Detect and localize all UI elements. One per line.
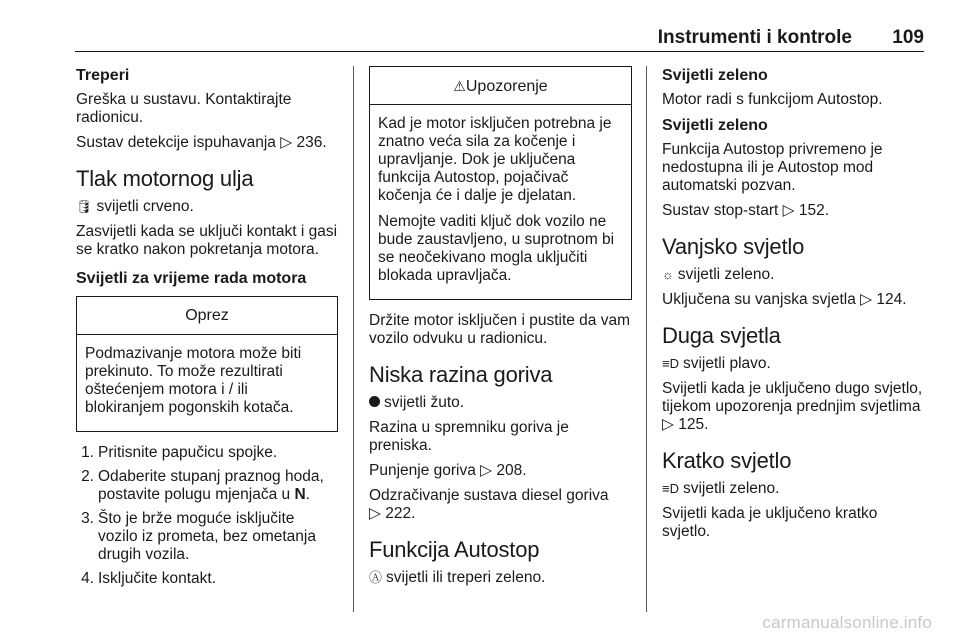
paragraph: Motor radi s funkcijom Autostop.	[662, 91, 883, 108]
list-item: 1. Pritisnite papučicu spojke.	[81, 444, 278, 461]
caution-title: Oprez	[77, 297, 337, 335]
fuel-level-icon	[369, 396, 380, 407]
exterior-light-icon: ☼	[662, 267, 674, 282]
paragraph: 🛢︎ svijetli crveno.	[76, 198, 194, 215]
warning-box	[369, 66, 632, 300]
section-title: Instrumenti i kontrole	[657, 27, 852, 48]
list-item: 3. Što je brže moguće isključite vozilo iz prometa, bez ometanja drugih vozila.	[81, 510, 316, 563]
warning-text: Nemojte vaditi ključ dok vozilo ne bude zaustavljeno, u suprotnom bi se neočekivano mogla uključiti blokada upravljača.	[378, 213, 615, 284]
heading-treperi: Treperi	[76, 67, 130, 84]
heading-svijetli-zeleno: Svijetli zeleno	[662, 117, 768, 134]
high-beam-icon: ≡D	[662, 356, 679, 371]
paragraph: Uključena su vanjska svjetla ▷ 124.	[662, 291, 907, 308]
watermark: carmanualsonline.info	[762, 613, 932, 632]
heading-vanjsko-svjetlo: Vanjsko svjetlo	[662, 234, 805, 259]
heading-duga-svjetla: Duga svjetla	[662, 323, 781, 348]
warning-text: Kad je motor isključen potrebna je znatno veća sila za kočenje i upravljanje. Dok je uključena funkcija Autostop, pojačivač kočenja će i dalje je djelatan.	[378, 115, 612, 204]
paragraph: Sustav stop-start ▷ 152.	[662, 202, 830, 219]
paragraph: ≡D svijetli plavo.	[662, 355, 771, 372]
heading-svijetli-zeleno: Svijetli zeleno	[662, 67, 768, 84]
caution-text: Podmazivanje motora može biti prekinuto. To može rezultirati oštećenjem motora i / ili blokiranjem pogonskih kotača.	[85, 345, 302, 416]
column-2	[369, 66, 632, 594]
reference-arrow-icon: ▷	[480, 462, 493, 479]
oil-pressure-icon: 🛢︎	[76, 199, 93, 214]
heading-kratko-svjetlo: Kratko svjetlo	[662, 448, 792, 473]
caution-box	[76, 296, 338, 432]
page-header	[0, 27, 924, 55]
column-1	[76, 66, 338, 594]
warning-triangle-icon: ⚠	[453, 78, 466, 94]
list-item: 2. Odaberite stupanj praznog hoda, postavite polugu mjenjača u N.	[81, 468, 324, 503]
paragraph: Svijetli kada je uključeno dugo svjetlo, tijekom upozorenja prednjim svjetlima ▷ 125.	[662, 380, 923, 433]
steps-list	[76, 444, 338, 588]
heading-gorivo: Niska razina goriva	[369, 362, 553, 387]
reference-arrow-icon: ▷	[782, 202, 795, 219]
column-divider	[646, 66, 647, 612]
reference-arrow-icon: ▷	[280, 134, 293, 151]
paragraph: Sustav detekcije ispuhavanja ▷ 236.	[76, 134, 327, 151]
column-3	[662, 66, 925, 548]
reference-arrow-icon: ▷	[662, 416, 674, 433]
reference-arrow-icon: ▷	[860, 291, 873, 308]
warning-title: ⚠Upozorenje	[370, 67, 631, 105]
paragraph: Ⓐ svijetli ili treperi zeleno.	[369, 569, 546, 586]
paragraph: svijetli žuto.	[369, 394, 632, 412]
header-rule	[75, 51, 924, 52]
autostop-icon: Ⓐ	[369, 570, 383, 585]
low-beam-icon: ≡D	[662, 481, 679, 496]
paragraph: Greška u sustavu. Kontaktirajte radionicu.	[76, 91, 292, 126]
column-divider	[353, 66, 354, 612]
list-item: 4. Isključite kontakt.	[81, 570, 217, 587]
paragraph: Držite motor isključen i pustite da vam vozilo odvuku u radionicu.	[369, 312, 631, 347]
paragraph: Funkcija Autostop privremeno je nedostupna ili je Autostop mod automatski pozvan.	[662, 141, 883, 194]
paragraph: Zasvijetli kada se uključi kontakt i gasi se kratko nakon pokretanja motora.	[76, 223, 338, 258]
heading-autostop: Funkcija Autostop	[369, 537, 540, 562]
paragraph: Svijetli kada je uključeno kratko svjetlo.	[662, 505, 878, 540]
paragraph: ≡D svijetli zeleno.	[662, 480, 780, 497]
paragraph: Punjenje goriva ▷ 208.	[369, 462, 527, 479]
heading-tlak-ulja: Tlak motornog ulja	[76, 166, 254, 191]
page-number: 109	[892, 27, 924, 48]
paragraph: Razina u spremniku goriva je preniska.	[369, 419, 569, 454]
paragraph: Odzračivanje sustava diesel goriva ▷ 222.	[369, 487, 609, 522]
heading-svijetli: Svijetli za vrijeme rada motora	[76, 270, 307, 287]
reference-arrow-icon: ▷	[369, 505, 381, 522]
paragraph: ☼ svijetli zeleno.	[662, 266, 775, 283]
